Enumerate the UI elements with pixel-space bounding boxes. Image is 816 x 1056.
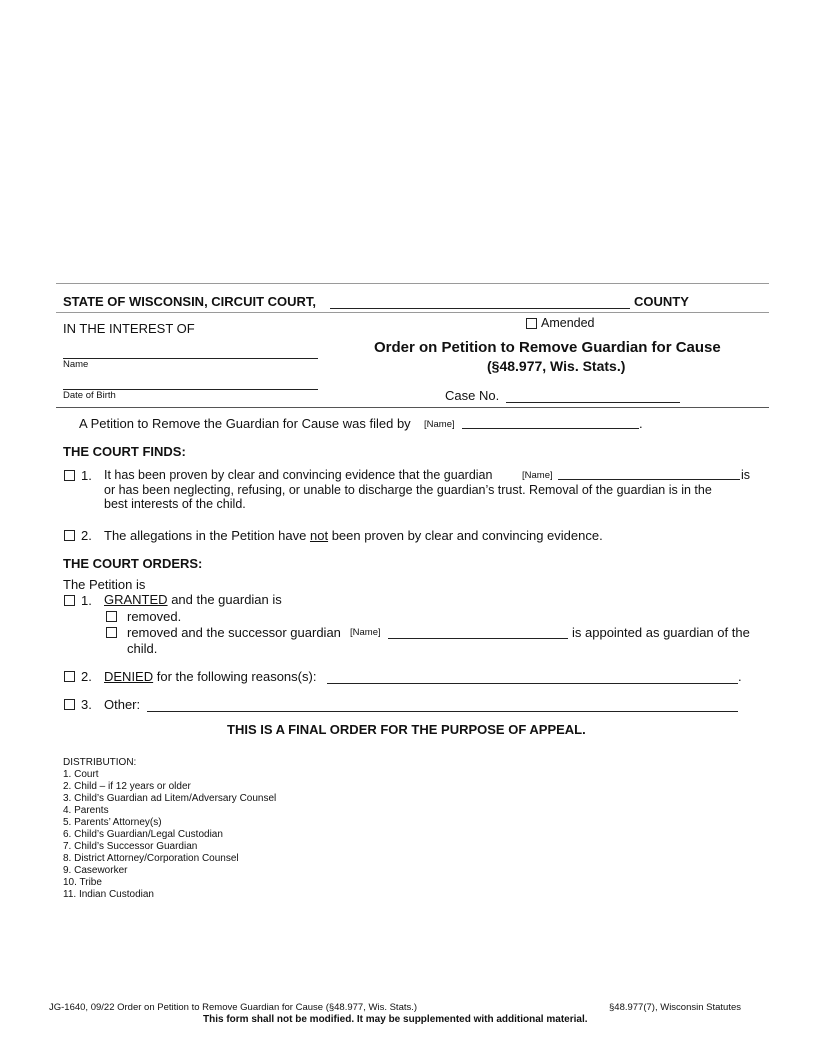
footer-statute: §48.977(7), Wisconsin Statutes [609,1002,742,1013]
denied-label: DENIED [104,669,154,684]
final-order-notice: THIS IS A FINAL ORDER FOR THE PURPOSE OF APPEAL. [227,722,586,737]
petition-is-label: The Petition is [63,577,146,592]
other-label: Other: [104,697,141,712]
finds-2-not: not [309,528,329,543]
county-label: COUNTY [634,294,689,309]
distribution-item: 6. Child’s Guardian/Legal Custodian [63,829,223,840]
orders-2-checkbox[interactable] [64,671,75,682]
denied-rest: for the following reasons(s): [156,669,317,684]
successor-text-b: is appointed as guardian of the [572,625,750,640]
distribution-item: 5. Parents’ Attorney(s) [63,817,162,828]
distribution-item: 4. Parents [63,805,109,816]
distribution-item: 7. Child’s Successor Guardian [63,841,198,852]
name-caption: Name [63,359,89,370]
finds-1-checkbox[interactable] [64,470,75,481]
case-no-label: Case No. [445,388,500,403]
distribution-item: 8. District Attorney/Corporation Counsel [63,853,239,864]
state-court-label: STATE OF WISCONSIN, CIRCUIT COURT, [63,294,317,309]
finds-2-number: 2. [81,528,92,543]
finds-1-name-hint: [Name] [522,470,553,481]
child-name-field[interactable] [63,358,318,359]
caption-bottom-rule [56,407,769,408]
court-orders-heading: THE COURT ORDERS: [63,556,203,571]
footer-notice: This form shall not be modified. It may be supplemented with additional material. [203,1014,588,1025]
amended-label: Amended [541,316,595,330]
amended-checkbox[interactable] [526,318,537,329]
finds-1-line1: It has been proven by clear and convincing evidence that the guardian [104,468,493,482]
form-title: Order on Petition to Remove Guardian for Cause [374,339,721,356]
finds-2-text-b: been proven by clear and convincing evidence. [331,528,603,543]
successor-text-c: child. [127,641,158,656]
finds-1-number: 1. [81,468,92,483]
in-interest-label: IN THE INTEREST OF [63,321,195,336]
dob-caption: Date of Birth [63,390,116,401]
distribution-item: 1. Court [63,769,99,780]
finds-1-line2: or has been neglecting, refusing, or unable to discharge the guardian’s trust. Removal of the guardian is in the [104,483,712,497]
orders-2-number: 2. [81,669,92,684]
finds-2-text-a: The allegations in the Petition have [104,528,307,543]
successor-checkbox[interactable] [106,627,117,638]
other-field[interactable] [147,711,738,712]
denied-period: . [738,669,742,684]
granted-label: GRANTED [104,592,168,607]
orders-1-checkbox[interactable] [64,595,75,606]
petitioner-name-field[interactable] [462,428,639,429]
orders-1-text [104,592,282,607]
distribution-item: 3. Child’s Guardian ad Litem/Adversary Counsel [63,793,277,804]
distribution-item: 11. Indian Custodian [63,889,154,900]
successor-name-field[interactable] [388,638,568,639]
intro-name-hint: [Name] [424,419,455,430]
caption-top-rule [56,283,769,284]
distribution-item: 10. Tribe [63,877,102,888]
case-no-field[interactable] [506,402,680,403]
intro-text: A Petition to Remove the Guardian for Cause was filed by [79,416,411,431]
county-name-field[interactable] [330,308,630,309]
form-subtitle: (§48.977, Wis. Stats.) [487,358,626,374]
court-finds-heading: THE COURT FINDS: [63,444,186,459]
removed-label: removed. [127,609,182,624]
orders-3-checkbox[interactable] [64,699,75,710]
removed-checkbox[interactable] [106,611,117,622]
orders-3-number: 3. [81,697,92,712]
intro-period: . [639,416,643,431]
distribution-item: 2. Child – if 12 years or older [63,781,191,792]
finds-2-text [104,528,603,543]
distribution-heading: DISTRIBUTION: [63,757,137,768]
successor-name-hint: [Name] [350,627,381,638]
distribution-list [63,769,276,901]
guardian-name-field[interactable] [558,479,740,480]
caption-mid-rule [56,312,769,313]
successor-text-a: removed and the successor guardian [127,625,341,640]
denied-reasons-field[interactable] [327,683,738,684]
orders-2-text [104,669,316,684]
footer-form-id: JG-1640, 09/22 Order on Petition to Remove Guardian for Cause (§48.977, Wis. Stats.) [49,1002,418,1013]
finds-1-line3: best interests of the child. [104,497,246,511]
finds-2-checkbox[interactable] [64,530,75,541]
finds-1-is: is [741,468,751,482]
distribution-item: 9. Caseworker [63,865,128,876]
granted-rest: and the guardian is [171,592,282,607]
orders-1-number: 1. [81,593,92,608]
